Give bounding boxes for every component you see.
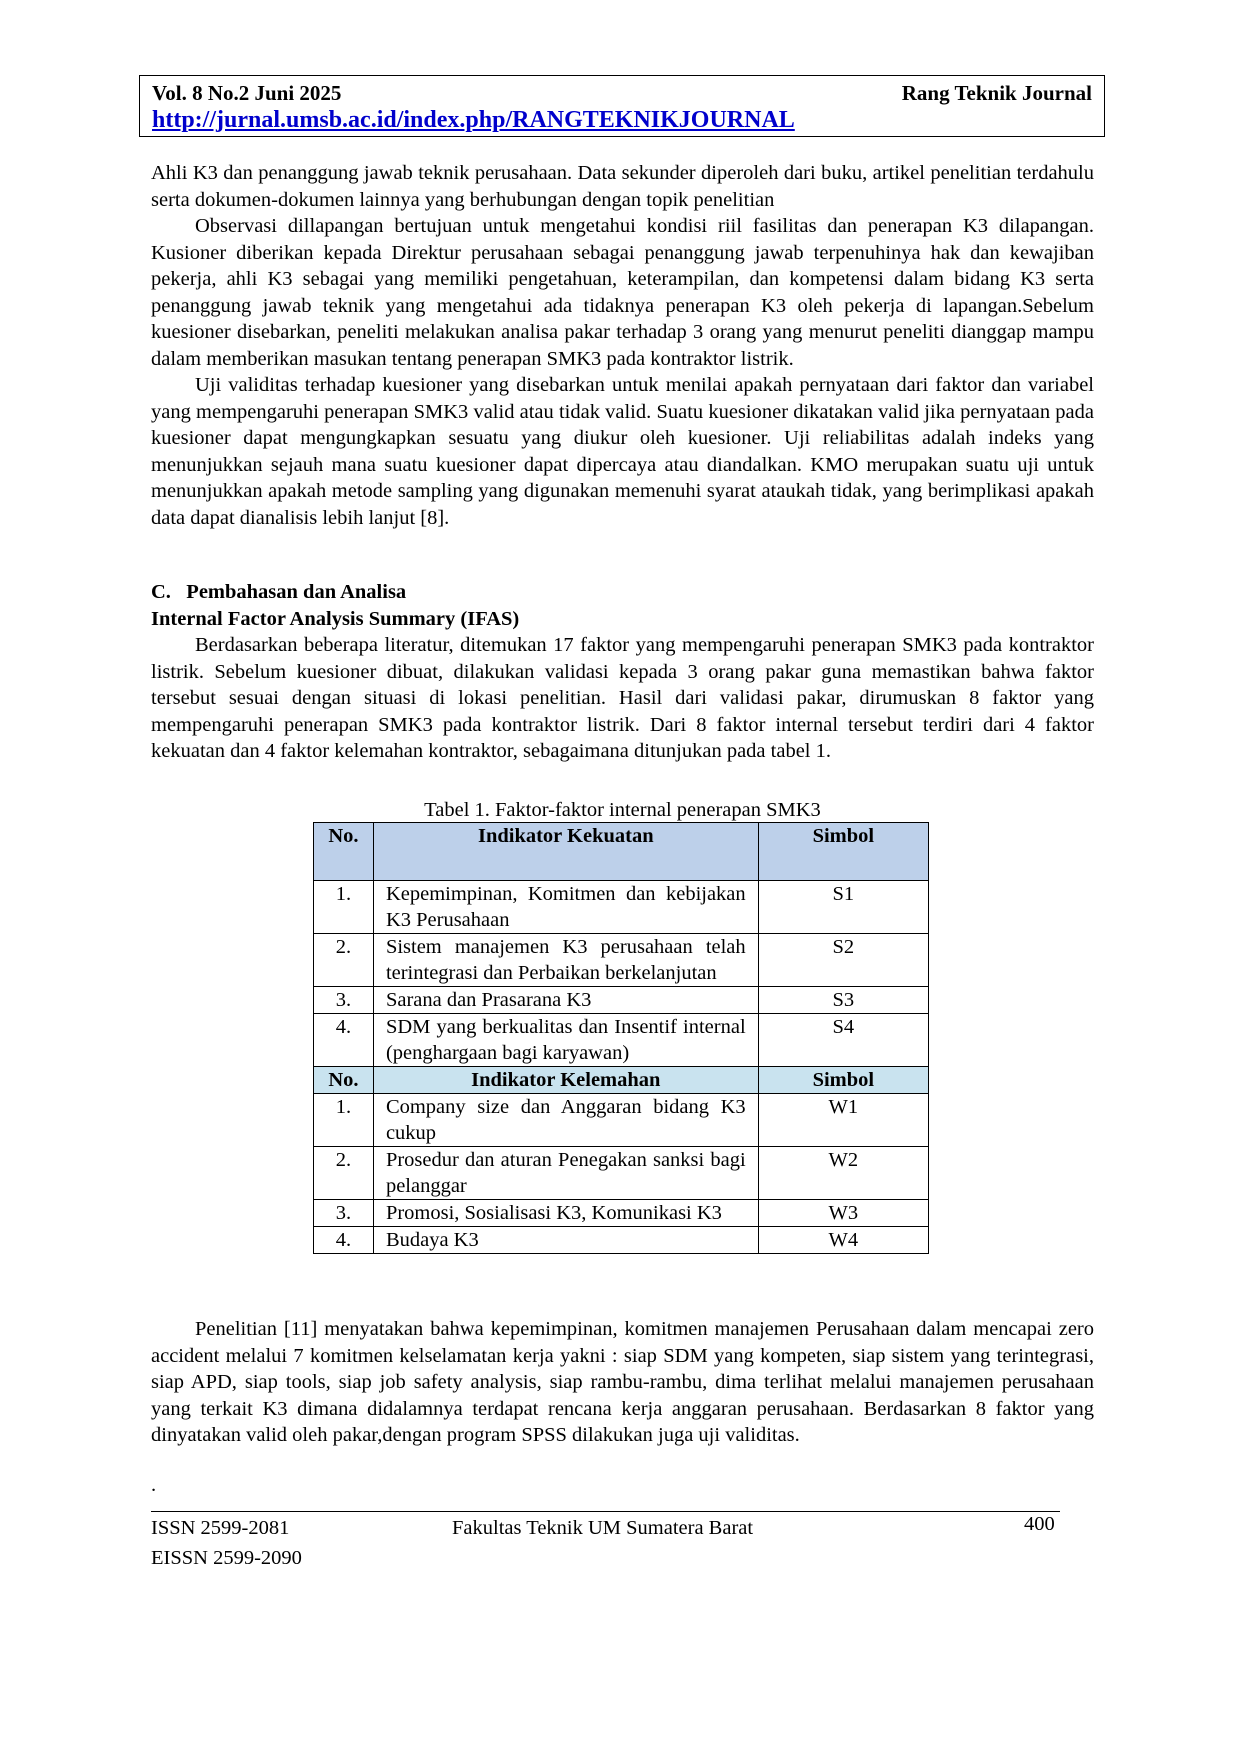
footer-issn: ISSN 2599-2081 (151, 1517, 290, 1539)
cell-no: 3. (314, 1200, 374, 1227)
journal-url-link[interactable]: http://jurnal.umsb.ac.id/index.php/RANGTEKNIKJOURNAL (152, 107, 795, 133)
section-block (151, 579, 1094, 765)
paragraph: Uji validitas terhadap kuesioner yang disebarkan untuk menilai apakah pernyataan dari faktor dan variabel yang mempengaruhi penerapan SMK3 valid atau tidak valid. Suatu kuesioner dikatakan valid jika pernyataan pada kuesioner dapat mengungkapkan sesuatu yang diukur oleh kuesioner. Uji reliabilitas adalah indeks yang menunjukkan sejauh mana suatu kuesioner dapat dipercaya atau diandalkan. KMO merupakan suatu uji untuk menunjukkan apakah metode sampling yang digunakan memenuhi syarat ataukah tidak, yang berimplikasi apakah data dapat dianalisis lebih lanjut [8]. (151, 374, 1094, 529)
footer-faculty: Fakultas Teknik UM Sumatera Barat (452, 1517, 754, 1539)
cell-no: 2. (314, 934, 374, 987)
footer-divider (151, 1511, 1060, 1512)
header-indicator: Indikator Kelemahan (373, 1067, 758, 1094)
cell-indicator: Company size dan Anggaran bidang K3 cukup (373, 1094, 758, 1147)
paragraph: Berdasarkan beberapa literatur, ditemukan 17 faktor yang mempengaruhi penerapan SMK3 pada kontraktor listrik. Sebelum kuesioner dibuat, dilakukan validasi kepada 3 orang pakar guna memastikan bahwa faktor tersebut sesuai dengan situasi di lokasi penelitian. Hasil dari validasi pakar, dirumuskan 8 faktor yang mempengaruhi penerapan SMK3 pada kontraktor listrik. Dari 8 faktor internal tersebut terdiri dari 4 faktor kekuatan dan 4 faktor kelemahan kontraktor, sebagaimana ditunjukan pada tabel 1. (151, 634, 1094, 762)
cell-symbol: W2 (758, 1147, 928, 1200)
section-heading: C. Pembahasan dan Analisa (151, 581, 407, 603)
cell-indicator: Budaya K3 (373, 1227, 758, 1254)
cell-symbol: S3 (758, 987, 928, 1014)
cell-indicator: Kepemimpinan, Komitmen dan kebijakan K3 Perusahaan (373, 881, 758, 934)
table-header-weakness (314, 1067, 929, 1094)
cell-symbol: W4 (758, 1227, 928, 1254)
cell-no: 1. (314, 1094, 374, 1147)
body-text-top (151, 160, 1094, 531)
table-row (314, 1147, 929, 1200)
cell-indicator: SDM yang berkualitas dan Insentif internal (penghargaan bagi karyawan) (373, 1014, 758, 1067)
table-row (314, 1014, 929, 1067)
cell-symbol: W3 (758, 1200, 928, 1227)
table-row (314, 881, 929, 934)
journal-name: Rang Teknik Journal (901, 81, 1092, 105)
cell-no: 2. (314, 1147, 374, 1200)
cell-symbol: S1 (758, 881, 928, 934)
header-indicator: Indikator Kekuatan (373, 823, 758, 881)
header-no: No. (314, 1067, 374, 1094)
cell-symbol: S4 (758, 1014, 928, 1067)
journal-header (139, 75, 1105, 137)
cell-symbol: S2 (758, 934, 928, 987)
table-row (314, 934, 929, 987)
header-symbol: Simbol (758, 1067, 928, 1094)
cell-indicator: Sarana dan Prasarana K3 (373, 987, 758, 1014)
paragraph: Ahli K3 dan penanggung jawab teknik perusahaan. Data sekunder diperoleh dari buku, artikel penelitian terdahulu serta dokumen-dokumen lainnya yang berhubungan dengan topik penelitian (151, 162, 1094, 211)
header-symbol: Simbol (758, 823, 928, 881)
table-header-strength (314, 823, 929, 881)
table-row (314, 1227, 929, 1254)
table-row (314, 987, 929, 1014)
subsection-heading: Internal Factor Analysis Summary (IFAS) (151, 607, 520, 630)
table-caption: Tabel 1. Faktor-faktor internal penerapan SMK3 (424, 799, 821, 821)
paragraph: Observasi dillapangan bertujuan untuk mengetahui kondisi riil fasilitas dan penerapan K3 dilapangan. Kusioner diberikan kepada Direktur perusahaan sebagai penanggung jawab terpenuhinya hak dan kewajiban pekerja, ahli K3 sebagai yang memiliki pengetahuan, keterampilan, dan kompetensi dalam bidang K3 serta penanggung jawab teknik yang mengetahui ada tidaknya penerapan K3 oleh pekerja di lapangan.Sebelum kuesioner disebarkan, peneliti melakukan analisa pakar terhadap 3 orang yang menurut peneliti dianggap mampu dalam memberikan masukan tentang penerapan SMK3 pada kontraktor listrik. (151, 215, 1094, 370)
volume-label: Vol. 8 No.2 Juni 2025 (152, 81, 342, 105)
body-text-bottom (151, 1316, 1094, 1449)
cell-no: 3. (314, 987, 374, 1014)
paragraph: Penelitian [11] menyatakan bahwa kepemimpinan, komitmen manajemen Perusahaan dalam mencapai zero accident melalui 7 komitmen kelselamatan kerja yakni : siap SDM yang kompeten, siap sistem yang terintegrasi, siap APD, siap tools, siap job safety analysis, siap rambu-rambu, dima terlihat melalui manajemen perusahaan yang terkait K3 dimana didalamnya terdapat rencana kerja anggaran perusahaan. Berdasarkan 8 faktor yang dinyatakan valid oleh pakar,dengan program SPSS dilakukan juga uji validitas. (151, 1318, 1094, 1446)
internal-factors-table (313, 822, 929, 1254)
cell-no: 1. (314, 881, 374, 934)
cell-indicator: Prosedur dan aturan Penegakan sanksi bagi pelanggar (373, 1147, 758, 1200)
table-row (314, 1200, 929, 1227)
cell-indicator: Promosi, Sosialisasi K3, Komunikasi K3 (373, 1200, 758, 1227)
footer-eissn: EISSN 2599-2090 (151, 1547, 302, 1569)
header-no: No. (314, 823, 374, 881)
cell-symbol: W1 (758, 1094, 928, 1147)
footer-dot: . (151, 1474, 157, 1496)
table-row (314, 1094, 929, 1147)
page-number: 400 (1024, 1513, 1055, 1535)
cell-no: 4. (314, 1014, 374, 1067)
cell-indicator: Sistem manajemen K3 perusahaan telah terintegrasi dan Perbaikan berkelanjutan (373, 934, 758, 987)
cell-no: 4. (314, 1227, 374, 1254)
